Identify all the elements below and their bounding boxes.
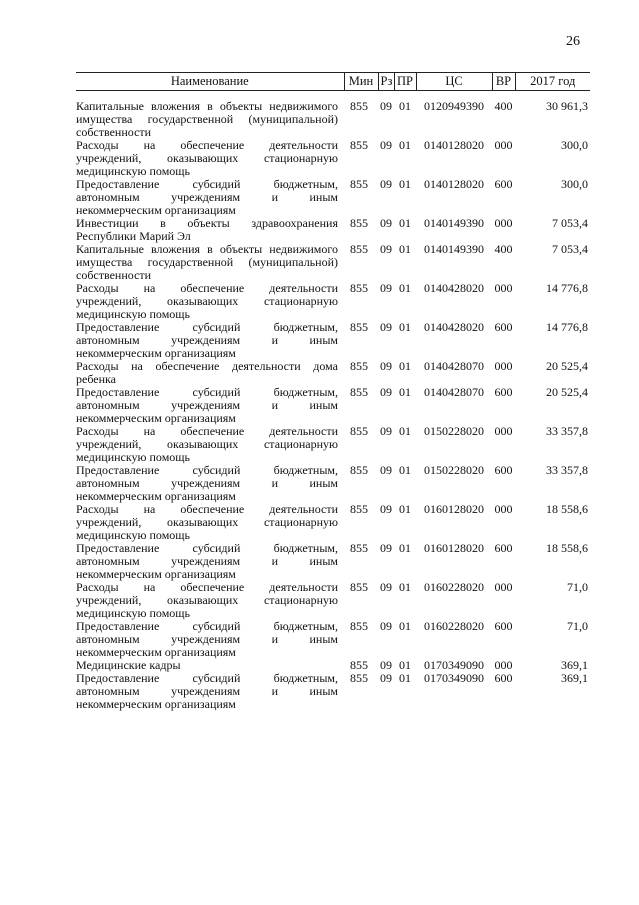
cell-vr: 000 [494, 658, 513, 672]
cell-cs: 0160228020 [424, 619, 484, 633]
cell-vr: 000 [494, 502, 513, 516]
header-name: Наименование [76, 73, 344, 91]
cell-min: 855 [350, 463, 368, 477]
cell-amount: 369,1 [561, 671, 588, 685]
cell-rz: 09 [380, 138, 392, 152]
cell-amount: 30 961,3 [546, 99, 588, 113]
cell-rz: 09 [380, 385, 392, 399]
header-rz: Рз [378, 73, 394, 91]
cell-cs: 0140428070 [424, 385, 484, 399]
cell-min: 855 [350, 242, 368, 256]
table-row [76, 178, 590, 217]
cell-name: Предоставление субсидий бюджетным, автономным учреждениям и иным некоммерческим организациям [76, 177, 338, 217]
cell-cs: 0170349090 [424, 671, 484, 685]
cell-pr: 01 [399, 463, 411, 477]
cell-rz: 09 [380, 359, 392, 373]
cell-rz: 09 [380, 177, 392, 191]
cell-amount: 14 776,8 [546, 320, 588, 334]
cell-cs: 0150228020 [424, 463, 484, 477]
cell-cs: 0140428070 [424, 359, 484, 373]
cell-name: Расходы на обеспечение деятельности учреждений, оказывающих стационарную медицинскую помощь [76, 281, 338, 321]
cell-rz: 09 [380, 671, 392, 685]
cell-amount: 71,0 [567, 619, 588, 633]
cell-min: 855 [350, 671, 368, 685]
cell-pr: 01 [399, 424, 411, 438]
cell-cs: 0140428020 [424, 281, 484, 295]
page-number: 26 [566, 34, 580, 49]
cell-amount: 20 525,4 [546, 385, 588, 399]
cell-min: 855 [350, 138, 368, 152]
cell-amount: 300,0 [561, 177, 588, 191]
cell-name: Расходы на обеспечение деятельности учреждений, оказывающих стационарную медицинскую помощь [76, 580, 338, 620]
cell-cs: 0120949390 [424, 99, 484, 113]
cell-name: Предоставление субсидий бюджетным, автономным учреждениям и иным некоммерческим организациям [76, 385, 338, 425]
cell-pr: 01 [399, 216, 411, 230]
table-row [76, 91, 590, 140]
cell-min: 855 [350, 580, 368, 594]
cell-min: 855 [350, 281, 368, 295]
cell-min: 855 [350, 320, 368, 334]
cell-vr: 000 [494, 216, 513, 230]
cell-min: 855 [350, 216, 368, 230]
table-body [76, 91, 590, 712]
table-row [76, 425, 590, 464]
table-row [76, 581, 590, 620]
cell-pr: 01 [399, 138, 411, 152]
cell-cs: 0160128020 [424, 541, 484, 555]
table-row [76, 503, 590, 542]
cell-vr: 000 [494, 281, 513, 295]
cell-name: Предоставление субсидий бюджетным, автономным учреждениям и иным некоммерческим организациям [76, 320, 338, 360]
cell-cs: 0140128020 [424, 138, 484, 152]
table-row [76, 672, 590, 711]
cell-vr: 400 [494, 242, 513, 256]
header-pr: ПР [394, 73, 416, 91]
cell-min: 855 [350, 541, 368, 555]
cell-rz: 09 [380, 502, 392, 516]
cell-min: 855 [350, 658, 368, 672]
cell-amount: 14 776,8 [546, 281, 588, 295]
cell-rz: 09 [380, 320, 392, 334]
cell-cs: 0140428020 [424, 320, 484, 334]
header-min: Мин [344, 73, 378, 91]
cell-name: Инвестиции в объекты здравоохранения Республики Марий Эл [76, 216, 338, 243]
cell-amount: 33 357,8 [546, 463, 588, 477]
cell-rz: 09 [380, 216, 392, 230]
cell-pr: 01 [399, 177, 411, 191]
cell-pr: 01 [399, 99, 411, 113]
cell-pr: 01 [399, 658, 411, 672]
cell-amount: 18 558,6 [546, 502, 588, 516]
cell-min: 855 [350, 359, 368, 373]
header-vr: ВР [492, 73, 515, 91]
cell-vr: 000 [494, 138, 513, 152]
cell-name: Предоставление субсидий бюджетным, автономным учреждениям и иным некоммерческим организациям [76, 619, 338, 659]
budget-table [76, 72, 590, 711]
cell-vr: 000 [494, 359, 513, 373]
cell-vr: 600 [494, 320, 513, 334]
cell-rz: 09 [380, 281, 392, 295]
cell-vr: 600 [494, 671, 513, 685]
cell-name: Расходы на обеспечение деятельности дома ребенка [76, 359, 338, 386]
cell-rz: 09 [380, 99, 392, 113]
cell-pr: 01 [399, 671, 411, 685]
cell-vr: 600 [494, 177, 513, 191]
cell-name: Предоставление субсидий бюджетным, автономным учреждениям и иным некоммерческим организациям [76, 541, 338, 581]
table-row [76, 386, 590, 425]
cell-amount: 300,0 [561, 138, 588, 152]
cell-vr: 600 [494, 385, 513, 399]
cell-rz: 09 [380, 619, 392, 633]
cell-vr: 000 [494, 424, 513, 438]
cell-min: 855 [350, 424, 368, 438]
table-row [76, 139, 590, 178]
table-row [76, 542, 590, 581]
cell-name: Капитальные вложения в объекты недвижимого имущества государственной (муниципальной) собственности [76, 99, 338, 139]
cell-pr: 01 [399, 385, 411, 399]
cell-name: Расходы на обеспечение деятельности учреждений, оказывающих стационарную медицинскую помощь [76, 502, 338, 542]
cell-vr: 600 [494, 619, 513, 633]
cell-min: 855 [350, 502, 368, 516]
cell-amount: 71,0 [567, 580, 588, 594]
cell-min: 855 [350, 619, 368, 633]
cell-name: Предоставление субсидий бюджетным, автономным учреждениям и иным некоммерческим организациям [76, 463, 338, 503]
cell-rz: 09 [380, 463, 392, 477]
cell-rz: 09 [380, 242, 392, 256]
cell-vr: 600 [494, 541, 513, 555]
table-row [76, 282, 590, 321]
table-row [76, 243, 590, 282]
cell-pr: 01 [399, 619, 411, 633]
header-year: 2017 год [515, 73, 590, 91]
cell-amount: 20 525,4 [546, 359, 588, 373]
cell-vr: 000 [494, 580, 513, 594]
cell-rz: 09 [380, 580, 392, 594]
cell-name: Медицинские кадры [76, 658, 181, 672]
cell-amount: 7 053,4 [552, 216, 588, 230]
table-header-row [76, 73, 590, 91]
table-row [76, 217, 590, 243]
cell-name: Капитальные вложения в объекты недвижимого имущества государственной (муниципальной) собственности [76, 242, 338, 282]
cell-pr: 01 [399, 541, 411, 555]
cell-cs: 0170349090 [424, 658, 484, 672]
table-row [76, 360, 590, 386]
cell-amount: 33 357,8 [546, 424, 588, 438]
cell-amount: 18 558,6 [546, 541, 588, 555]
table-row [76, 464, 590, 503]
cell-pr: 01 [399, 242, 411, 256]
cell-pr: 01 [399, 281, 411, 295]
cell-cs: 0160228020 [424, 580, 484, 594]
cell-min: 855 [350, 385, 368, 399]
cell-min: 855 [350, 177, 368, 191]
table-row [76, 620, 590, 659]
cell-rz: 09 [380, 658, 392, 672]
cell-pr: 01 [399, 580, 411, 594]
cell-cs: 0140149390 [424, 242, 484, 256]
cell-cs: 0140128020 [424, 177, 484, 191]
cell-cs: 0140149390 [424, 216, 484, 230]
cell-cs: 0160128020 [424, 502, 484, 516]
cell-rz: 09 [380, 541, 392, 555]
cell-name: Предоставление субсидий бюджетным, автономным учреждениям и иным некоммерческим организациям [76, 671, 338, 711]
cell-vr: 400 [494, 99, 513, 113]
cell-min: 855 [350, 99, 368, 113]
cell-amount: 369,1 [561, 658, 588, 672]
cell-name: Расходы на обеспечение деятельности учреждений, оказывающих стационарную медицинскую помощь [76, 424, 338, 464]
cell-rz: 09 [380, 424, 392, 438]
cell-pr: 01 [399, 359, 411, 373]
cell-pr: 01 [399, 502, 411, 516]
cell-pr: 01 [399, 320, 411, 334]
cell-cs: 0150228020 [424, 424, 484, 438]
cell-vr: 600 [494, 463, 513, 477]
table-row [76, 321, 590, 360]
cell-name: Расходы на обеспечение деятельности учреждений, оказывающих стационарную медицинскую помощь [76, 138, 338, 178]
cell-amount: 7 053,4 [552, 242, 588, 256]
header-cs: ЦС [416, 73, 492, 91]
